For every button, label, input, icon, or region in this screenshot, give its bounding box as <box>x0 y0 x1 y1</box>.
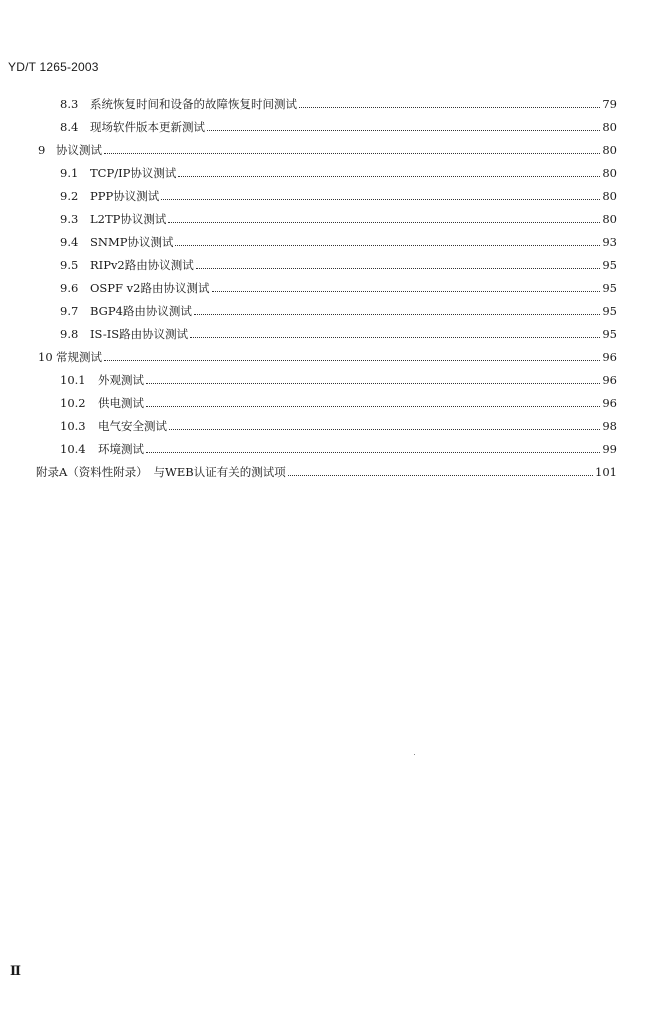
dot-leader <box>178 176 600 177</box>
toc-entry <box>60 324 617 344</box>
toc-entry-number: 9.5 <box>60 258 79 272</box>
toc-entry-page: 95 <box>602 327 617 341</box>
toc-entry-page: 80 <box>602 120 617 134</box>
toc-entry-title: 供电测试 <box>98 396 144 410</box>
toc-entry-number: 8.3 <box>60 97 79 111</box>
toc-entry <box>60 255 617 275</box>
toc-entry <box>36 462 617 482</box>
toc-entry-number: 10 <box>38 350 53 364</box>
toc-entry-title: 附录A（资料性附录） 与WEB认证有关的测试项 <box>36 465 286 479</box>
toc-entry-page: 95 <box>602 281 617 295</box>
toc-entry-title: 常规测试 <box>56 350 102 364</box>
toc-entry-title: PPP协议测试 <box>90 189 160 203</box>
toc-entry-title: 协议测试 <box>56 143 102 157</box>
dot-leader <box>288 475 593 476</box>
scan-speck <box>414 754 415 755</box>
toc-entry <box>60 163 617 183</box>
dot-leader <box>146 406 600 407</box>
toc-entry-page: 95 <box>602 304 617 318</box>
toc-entry-page: 79 <box>602 97 617 111</box>
toc-entry-page: 95 <box>602 258 617 272</box>
toc-entry-title: L2TP协议测试 <box>90 212 167 226</box>
dot-leader <box>175 245 600 246</box>
toc-entry <box>60 232 617 252</box>
toc-entry-number: 9.6 <box>60 281 79 295</box>
toc-entry <box>60 117 617 137</box>
toc-entry-title: SNMP协议测试 <box>90 235 174 249</box>
toc-entry-number: 10.2 <box>60 396 86 410</box>
toc-entry-page: 80 <box>602 143 617 157</box>
toc-entry-number: 9.4 <box>60 235 79 249</box>
dot-leader <box>169 429 600 430</box>
toc-entry-title: TCP/IP协议测试 <box>90 166 177 180</box>
toc-entry-title: 电气安全测试 <box>98 419 167 433</box>
toc-entry-page: 98 <box>602 419 617 433</box>
toc-entry-title: 系统恢复时间和设备的故障恢复时间测试 <box>90 97 297 111</box>
toc-entry <box>60 416 617 436</box>
toc-entry <box>60 186 617 206</box>
toc-entry-title: RIPv2路由协议测试 <box>90 258 194 272</box>
toc-entry <box>38 347 617 367</box>
toc-entry-number: 9 <box>38 143 46 157</box>
toc-entry-number: 9.3 <box>60 212 79 226</box>
document-id: YD/T 1265-2003 <box>8 60 99 74</box>
dot-leader <box>104 153 600 154</box>
dot-leader <box>207 130 600 131</box>
toc-entry-page: 80 <box>602 212 617 226</box>
toc-entry <box>60 393 617 413</box>
toc-entry-page: 93 <box>602 235 617 249</box>
page-number: Ⅱ <box>10 964 21 979</box>
toc-entry <box>60 94 617 114</box>
toc-entry-title: IS-IS路由协议测试 <box>90 327 189 341</box>
toc-entry <box>60 301 617 321</box>
dot-leader <box>212 291 601 292</box>
dot-leader <box>168 222 600 223</box>
toc-entry-page: 96 <box>602 350 617 364</box>
toc-entry <box>38 140 617 160</box>
toc-entry-number: 9.2 <box>60 189 79 203</box>
toc-entry-title: 外观测试 <box>98 373 144 387</box>
toc-entry-title: OSPF v2路由协议测试 <box>90 281 210 295</box>
dot-leader <box>299 107 600 108</box>
toc-entry-page: 96 <box>602 373 617 387</box>
toc-entry-page: 101 <box>595 465 617 479</box>
dot-leader <box>190 337 600 338</box>
toc-entry-title: 环境测试 <box>98 442 144 456</box>
dot-leader <box>146 452 600 453</box>
dot-leader <box>104 360 600 361</box>
toc-entry-number: 9.7 <box>60 304 79 318</box>
toc-entry <box>60 439 617 459</box>
toc-entry-title: 现场软件版本更新测试 <box>90 120 205 134</box>
toc-entry <box>60 370 617 390</box>
toc-entry-title: BGP4路由协议测试 <box>90 304 192 318</box>
toc-entry-page: 80 <box>602 189 617 203</box>
dot-leader <box>146 383 600 384</box>
toc-entry-number: 10.1 <box>60 373 86 387</box>
toc-entry-page: 96 <box>602 396 617 410</box>
dot-leader <box>194 314 600 315</box>
toc-entry-number: 8.4 <box>60 120 79 134</box>
toc-entry-number: 10.3 <box>60 419 86 433</box>
toc-entry <box>60 278 617 298</box>
toc-entry-page: 80 <box>602 166 617 180</box>
toc-entry-number: 9.1 <box>60 166 79 180</box>
toc-entry <box>60 209 617 229</box>
toc-entry-page: 99 <box>602 442 617 456</box>
dot-leader <box>196 268 601 269</box>
toc-entry-number: 10.4 <box>60 442 86 456</box>
toc-entry-number: 9.8 <box>60 327 79 341</box>
dot-leader <box>161 199 600 200</box>
